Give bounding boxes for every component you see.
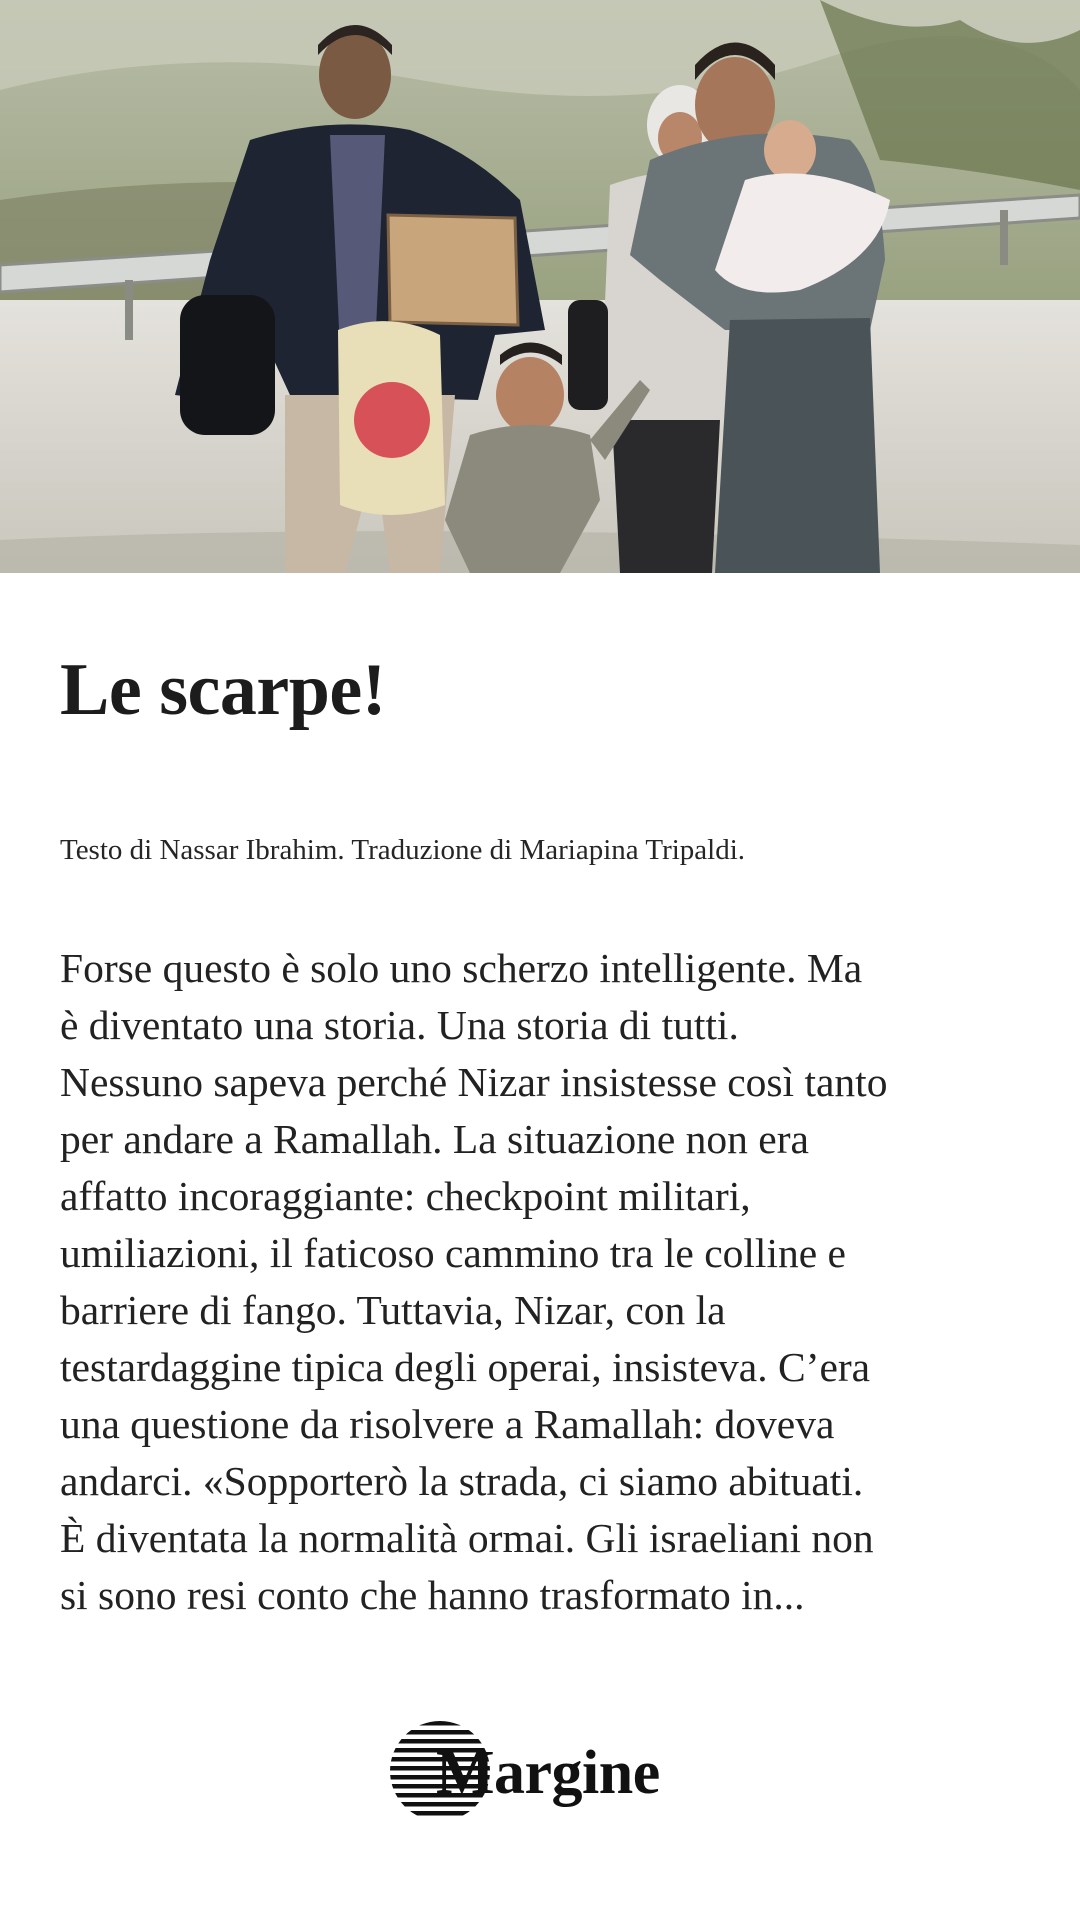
hero-photo — [0, 0, 1080, 573]
article-excerpt: Forse questo è solo uno scherzo intelligente. Ma è diventato una storia. Una storia di tutti. Nessuno sapeva perché Nizar insistesse così tanto per andare a Ramallah. La situazione non era affatto incoraggiante: checkpoint militari, umiliazioni, il faticoso cammino tra le colline e barriere di fango. Tuttavia, Nizar, con la testardaggine tipica degli operai, insisteva. C’era una questione da risolvere a Ramallah: doveva andarci. «Sopporterò la strada, ci siamo abituati. È diventata la normalità ormai. Gli israeliani non si sono resi conto che hanno trasformato in... — [60, 945, 888, 1618]
article-title: Le scarpe! — [60, 649, 386, 731]
hero-photo-illustration — [0, 0, 1080, 573]
publisher-name: Margine — [436, 1738, 660, 1807]
publisher-logo — [388, 1715, 660, 1827]
article-byline: Testo di Nassar Ibrahim. Traduzione di Mariapina Tripaldi. — [60, 834, 746, 866]
